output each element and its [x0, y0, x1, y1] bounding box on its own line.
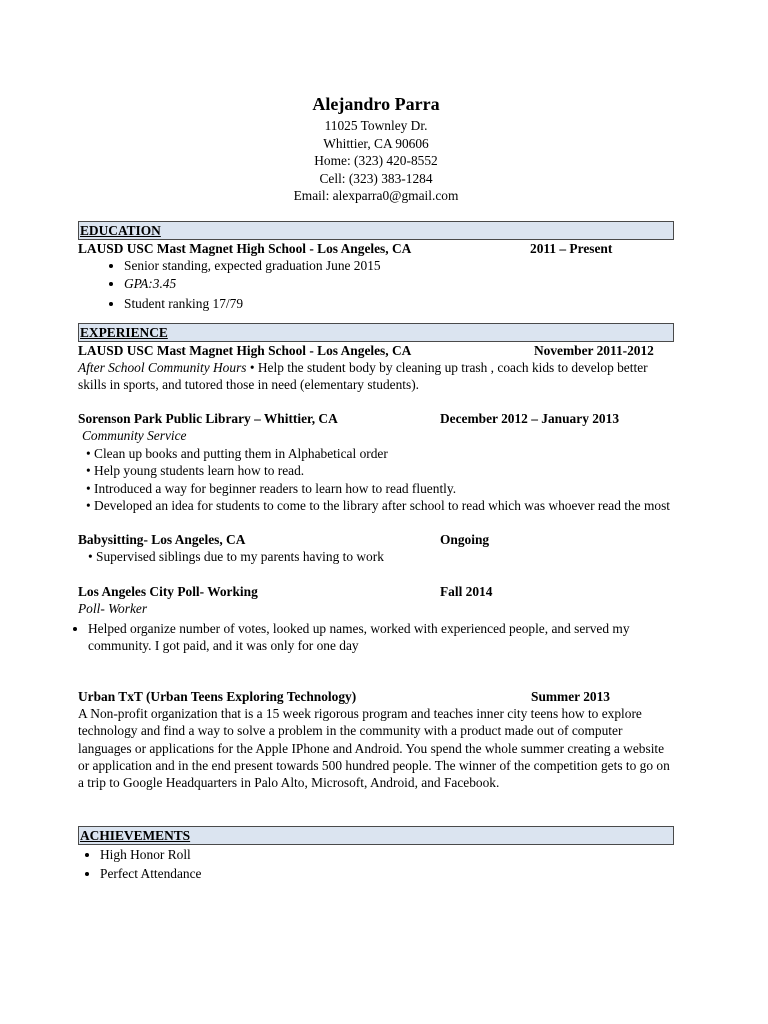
job-date: Fall 2014 [440, 583, 493, 599]
job-date: Ongoing [440, 531, 490, 547]
education-date: 2011 – Present [530, 240, 613, 256]
job-description: A Non-profit organization that is a 15 week rigorous program and teaches inner city teens how to explore technology and find a way to solve a problem in the community with a product made out of computer languages or applications for the Apple IPhone and Android. You spend the whole summer creating a website or application and in the end present towards 500 hundred people. The winner of the competition gets to go on a trip to Google Headquarters in Palo Alto, Microsoft, Android, and Facebook. [78, 706, 670, 791]
list-item: • Perfect Attendance [100, 865, 674, 883]
education-school: LAUSD USC Mast Magnet High School - Los Angeles, CA [78, 240, 412, 256]
experience-job-2 [78, 410, 674, 515]
job-role: After School Community Hours [78, 360, 247, 375]
experience-job-4 [78, 583, 674, 655]
education-bullets [78, 257, 674, 313]
list-item: • Clean up books and putting them in Alphabetical order [86, 445, 388, 461]
list-item: • Introduced a way for beginner readers to learn how to read fluently. [86, 480, 457, 496]
address-line-2: Whittier, CA 90606 [323, 135, 429, 151]
job-role: Community Service [82, 428, 187, 444]
list-item: • Student ranking 17/79 [124, 295, 674, 313]
achievements-list [78, 846, 674, 883]
achievements-heading: ACHIEVEMENTS [78, 826, 674, 845]
job-bullets [78, 620, 674, 655]
resume-header [78, 92, 674, 205]
job-org: LAUSD USC Mast Magnet High School - Los Angeles, CA [78, 342, 412, 358]
candidate-name: Alejandro Parra [312, 94, 440, 114]
list-item: • Senior standing, expected graduation June 2015 [124, 257, 674, 275]
experience-heading: EXPERIENCE [78, 323, 674, 342]
job-org: Babysitting- Los Angeles, CA [78, 531, 246, 547]
experience-job-1 [78, 342, 674, 394]
list-item: • Developed an idea for students to come to the library after school to read which was whoever read the most [86, 498, 671, 514]
cell-phone: Cell: (323) 383-1284 [319, 170, 433, 186]
job-description: • Help the student body by cleaning up trash , coach kids to develop better skills in sports, and tutored those in need (elementary students). [78, 360, 648, 393]
list-item: • GPA:3.45 [124, 275, 674, 293]
job-org: Los Angeles City Poll- Working [78, 583, 258, 599]
list-item: • High Honor Roll [100, 846, 674, 864]
list-item: • Help young students learn how to read. [86, 463, 305, 479]
experience-job-5 [78, 688, 674, 792]
list-item: • Helped organize number of votes, looked up names, worked with experienced people, and served my community. I got paid, and it was only for one day [88, 620, 674, 655]
list-item: • Supervised siblings due to my parents having to work [88, 549, 384, 565]
job-date: Summer 2013 [531, 688, 610, 704]
education-entry [78, 240, 674, 313]
email: Email: alexparra0@gmail.com [293, 188, 459, 203]
resume-page [78, 92, 674, 883]
job-org: Urban TxT (Urban Teens Exploring Technology) [78, 688, 357, 704]
education-heading: EDUCATION [78, 221, 674, 240]
job-date: December 2012 – January 2013 [440, 410, 620, 426]
address-line-1: 11025 Townley Dr. [324, 118, 428, 133]
job-org: Sorenson Park Public Library – Whittier, CA [78, 410, 338, 426]
job-role: Poll- Worker [78, 601, 148, 617]
home-phone: Home: (323) 420-8552 [314, 153, 438, 168]
job-date: November 2011-2012 [534, 342, 654, 358]
experience-job-3 [78, 531, 674, 566]
